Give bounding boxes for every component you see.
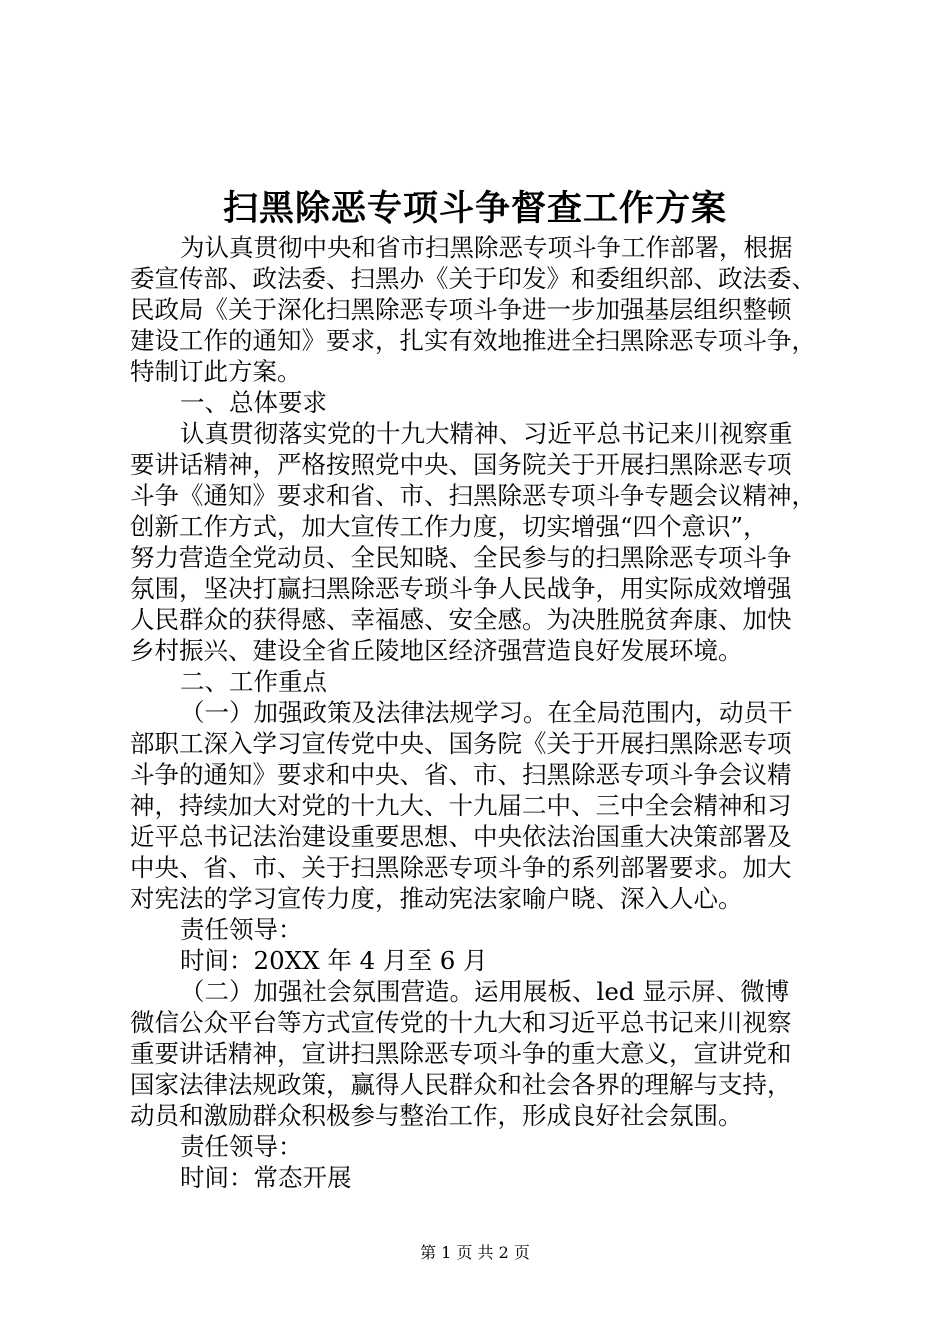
responsible-leader-line: 责任领导：	[180, 915, 303, 944]
body-line: 人民群众的获得感、幸福感、安全感。为决胜脱贫奔康、加快	[130, 605, 792, 634]
body-line: 斗争的通知》要求和中央、省、市、扫黑除恶专项斗争会议精	[130, 760, 792, 789]
subsection-line: （二）加强社会氛围营造。运用展板、led 显示屏、微博	[180, 977, 790, 1006]
body-line: 为认真贯彻中央和省市扫黑除恶专项斗争工作部署，根据	[180, 233, 793, 262]
responsible-leader-line: 责任领导：	[180, 1132, 303, 1161]
body-line: 近平总书记法治建设重要思想、中央依法治国重大决策部署及	[130, 822, 792, 851]
document-body	[130, 232, 830, 1193]
body-line: 特制订此方案。	[130, 357, 302, 386]
body-line: 对宪法的学习宣传力度，推动宪法家喻户晓、深入人心。	[130, 884, 743, 913]
body-line: 中央、省、市、关于扫黑除恶专项斗争的系列部署要求。加大	[130, 853, 792, 882]
page-footer: 第 1 页 共 2 页	[420, 1243, 530, 1262]
body-line: 要讲话精神，严格按照党中央、国务院关于开展扫黑除恶专项	[130, 450, 792, 479]
body-line: 乡村振兴、建设全省丘陵地区经济强营造良好发展环境。	[130, 636, 743, 665]
body-line: 重要讲话精神，宣讲扫黑除恶专项斗争的重大意义，宣讲党和	[130, 1039, 792, 1068]
time-line: 时间：常态开展	[180, 1163, 352, 1192]
time-line: 时间：20XX 年 4 月至 6 月	[180, 946, 488, 975]
body-line: 创新工作方式，加大宣传工作力度，切实增强“四个意识”，	[130, 512, 768, 541]
body-line: 建设工作的通知》要求，扎实有效地推进全扫黑除恶专项斗争，	[130, 326, 816, 355]
body-line: 动员和激励群众积极参与整治工作，形成良好社会氛围。	[130, 1101, 743, 1130]
section-heading: 一、总体要求	[180, 388, 327, 417]
body-line: 部职工深入学习宣传党中央、国务院《关于开展扫黑除恶专项	[130, 729, 792, 758]
body-line: 认真贯彻落实党的十九大精神、习近平总书记来川视察重	[180, 419, 793, 448]
subsection-line: （一）加强政策及法律法规学习。在全局范围内，动员干	[180, 698, 793, 727]
body-line: 国家法律法规政策，赢得人民群众和社会各界的理解与支持，	[130, 1070, 792, 1099]
body-line: 努力营造全党动员、全民知晓、全民参与的扫黑除恶专项斗争	[130, 543, 792, 572]
body-line: 委宣传部、政法委、扫黑办《关于印发》和委组织部、政法委、	[130, 264, 816, 293]
body-line: 斗争《通知》要求和省、市、扫黑除恶专项斗争专题会议精神，	[130, 481, 816, 510]
section-heading: 二、工作重点	[180, 667, 327, 696]
body-line: 神，持续加大对党的十九大、十九届二中、三中全会精神和习	[130, 791, 792, 820]
body-line: 微信公众平台等方式宣传党的十九大和习近平总书记来川视察	[130, 1008, 792, 1037]
body-line: 氛围，坚决打赢扫黑除恶专琐斗争人民战争，用实际成效增强	[130, 574, 792, 603]
body-line: 民政局《关于深化扫黑除恶专项斗争进一步加强基层组织整顿	[130, 295, 792, 324]
document-title: 扫黑除恶专项斗争督查工作方案	[222, 189, 727, 229]
